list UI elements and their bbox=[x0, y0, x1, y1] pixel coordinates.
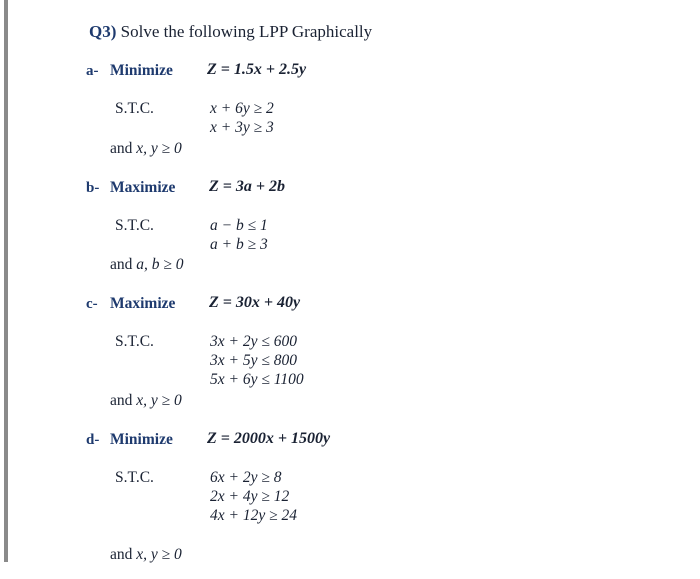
question-title bbox=[89, 22, 372, 42]
stc-label: S.T.C. bbox=[115, 100, 154, 117]
non-negativity bbox=[110, 392, 182, 410]
constraint: 5x + 6y ≤ 1100 bbox=[210, 371, 304, 388]
objective-function: Z = 3a + 2b bbox=[209, 178, 286, 195]
stc-label: S.T.C. bbox=[115, 469, 154, 486]
nonneg-prefix: and bbox=[110, 546, 133, 563]
non-negativity bbox=[110, 140, 182, 158]
question-number: Q3) bbox=[89, 22, 117, 41]
constraint: a − b ≤ 1 bbox=[210, 217, 268, 234]
nonneg-prefix: and bbox=[110, 392, 133, 409]
non-negativity bbox=[110, 546, 182, 564]
constraint: 2x + 4y ≥ 12 bbox=[210, 488, 290, 505]
question-text: Solve the following LPP Graphically bbox=[120, 22, 373, 41]
nonneg-condition: x, y ≥ 0 bbox=[136, 140, 182, 157]
problem-action: Maximize bbox=[110, 295, 176, 312]
stc-label: S.T.C. bbox=[115, 217, 154, 234]
problem-action: Minimize bbox=[110, 431, 173, 448]
constraint: 3x + 2y ≤ 600 bbox=[210, 333, 297, 350]
stc-label: S.T.C. bbox=[115, 333, 154, 350]
nonneg-prefix: and bbox=[110, 256, 133, 273]
nonneg-prefix: and bbox=[110, 140, 133, 157]
non-negativity bbox=[110, 256, 184, 274]
constraint: 3x + 5y ≤ 800 bbox=[210, 352, 297, 369]
constraint: 4x + 12y ≥ 24 bbox=[210, 507, 297, 524]
constraint: x + 3y ≥ 3 bbox=[210, 119, 274, 136]
constraint: 6x + 2y ≥ 8 bbox=[210, 469, 282, 486]
nonneg-condition: a, b ≥ 0 bbox=[136, 256, 184, 273]
left-margin-bar bbox=[4, 0, 8, 562]
problem-label: b- bbox=[86, 180, 100, 196]
problem-label: d- bbox=[86, 432, 100, 448]
objective-function: Z = 1.5x + 2.5y bbox=[207, 61, 307, 78]
nonneg-condition: x, y ≥ 0 bbox=[136, 546, 182, 563]
objective-function: Z = 2000x + 1500y bbox=[207, 430, 331, 447]
problem-label: a- bbox=[86, 63, 99, 79]
problem-action: Maximize bbox=[110, 179, 176, 196]
constraint: x + 6y ≥ 2 bbox=[210, 100, 274, 117]
constraint: a + b ≥ 3 bbox=[210, 236, 268, 253]
problem-action: Minimize bbox=[110, 62, 173, 79]
nonneg-condition: x, y ≥ 0 bbox=[136, 392, 182, 409]
problem-label: c- bbox=[86, 296, 98, 312]
objective-function: Z = 30x + 40y bbox=[209, 294, 301, 311]
